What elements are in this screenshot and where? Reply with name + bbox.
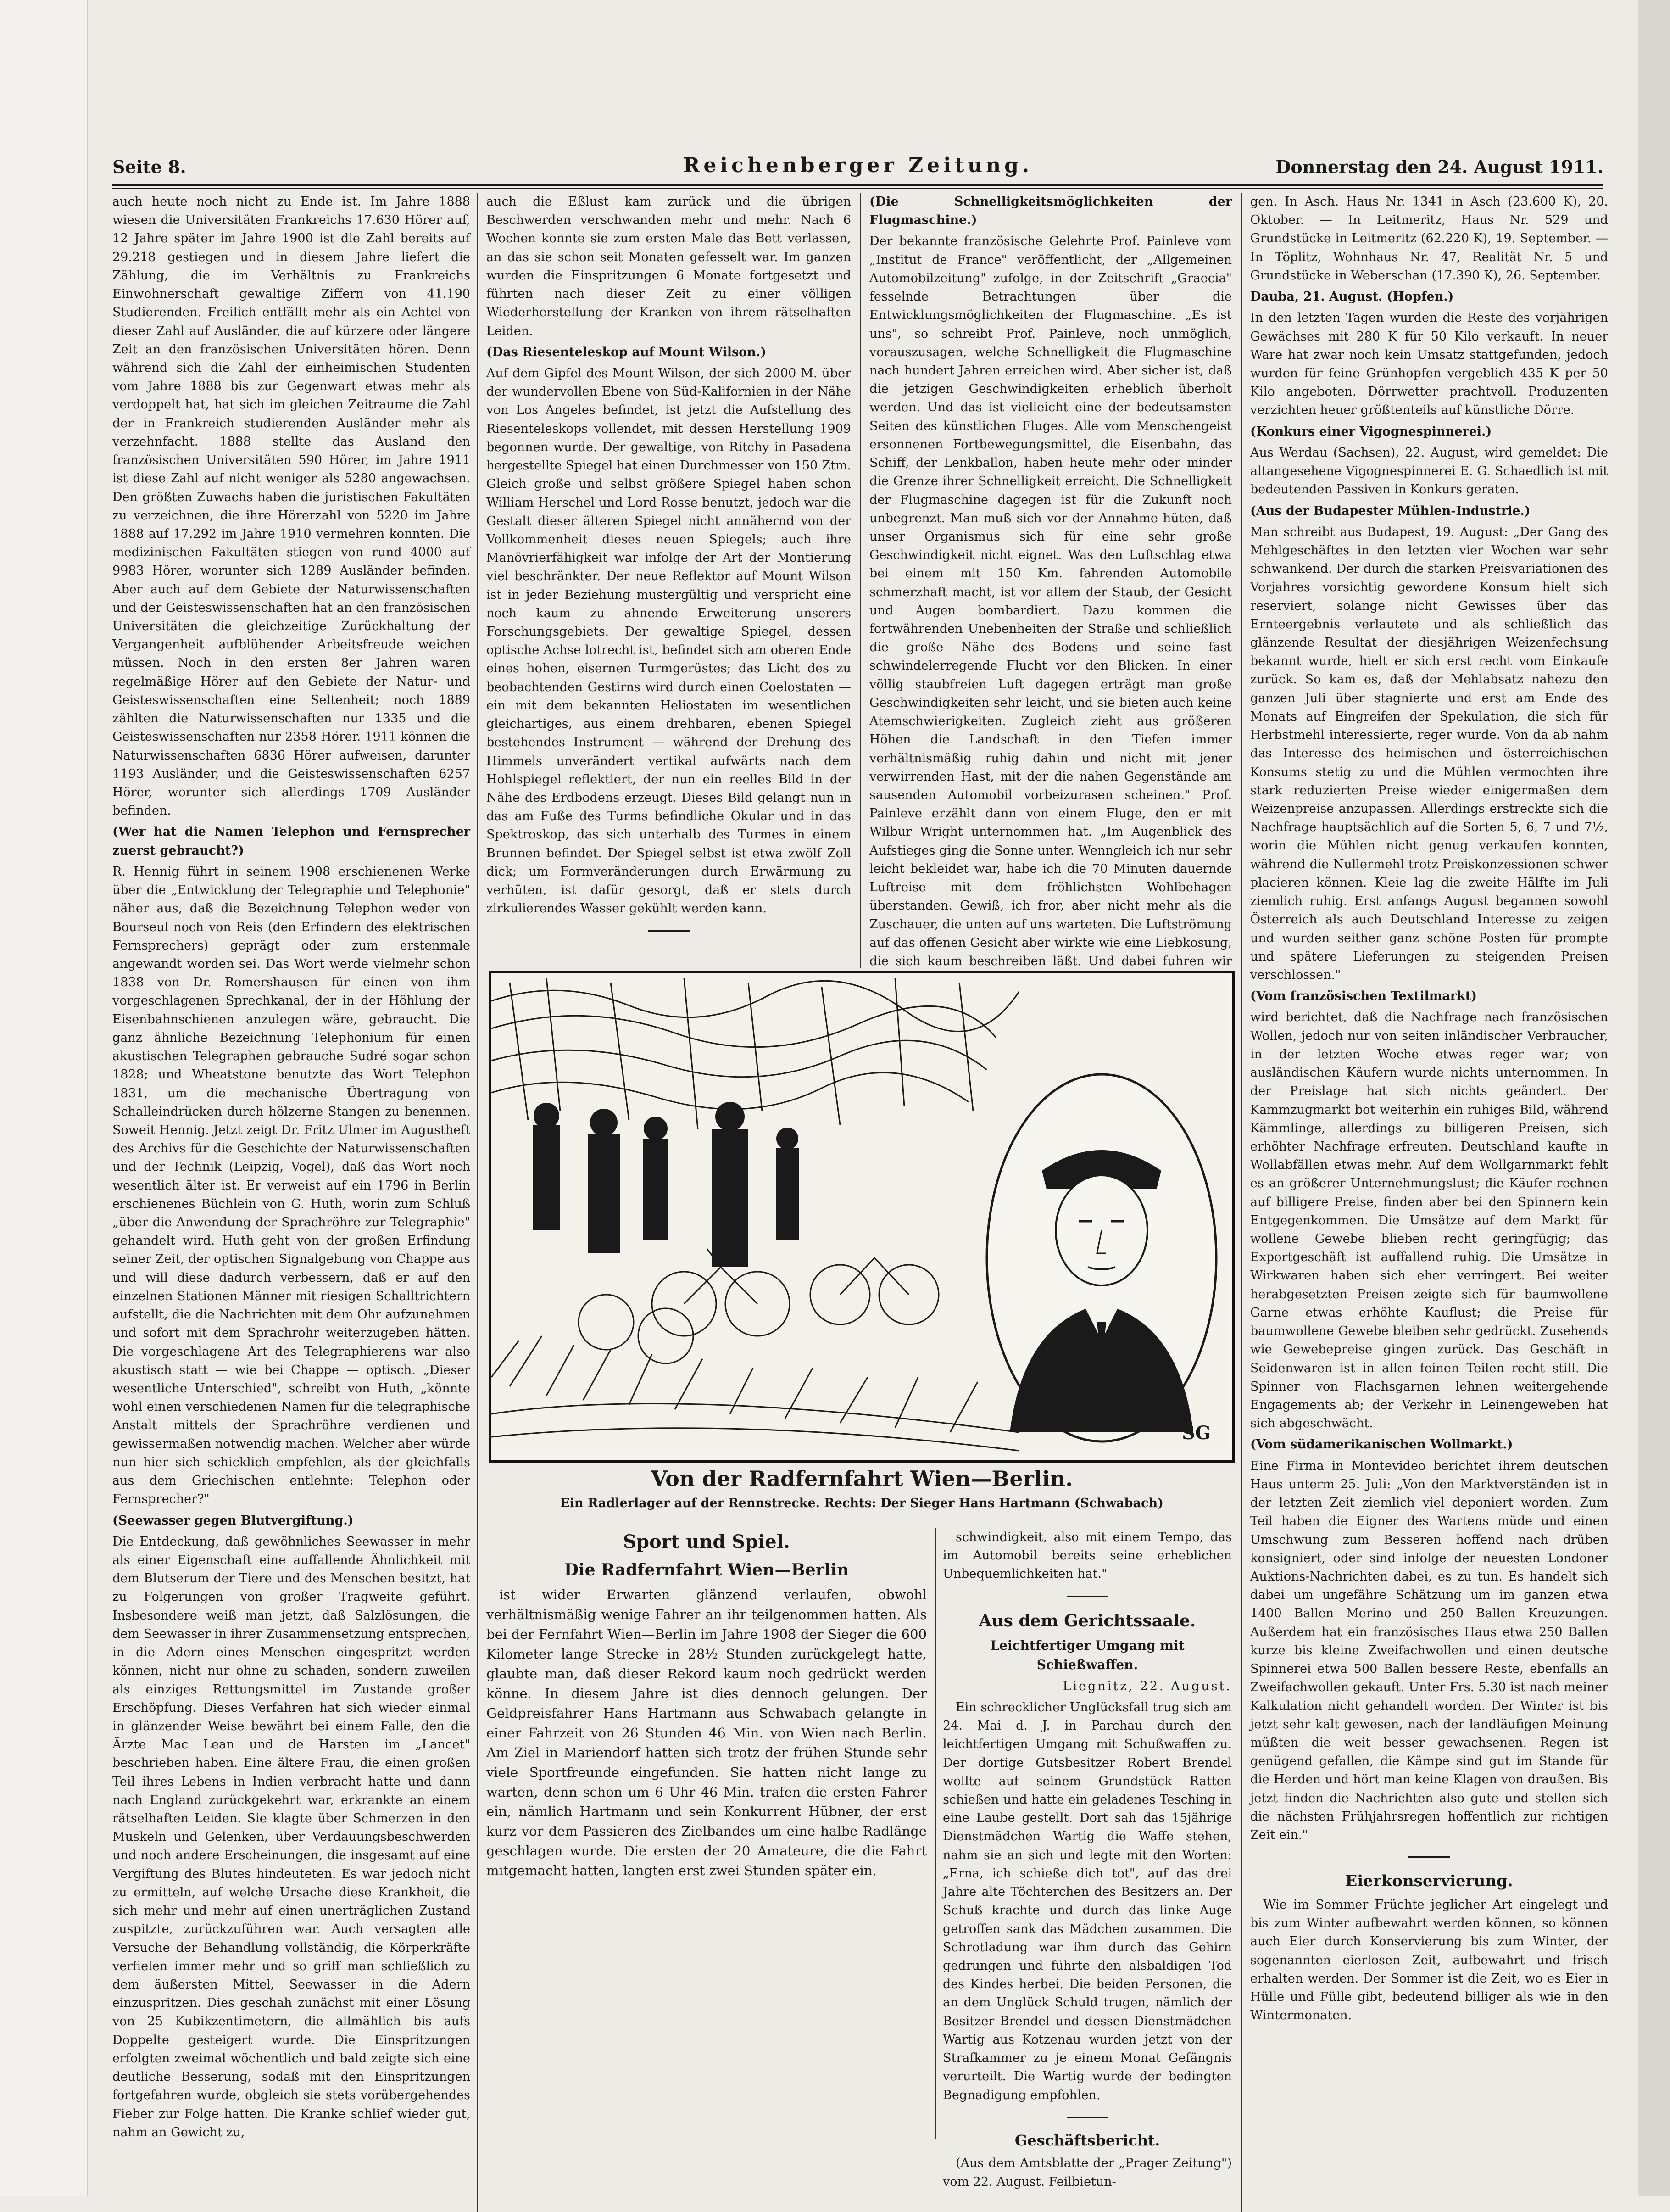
column-1 (112, 193, 470, 2212)
article-continuation: schwindigkeit, also mit einem Tempo, das im Automobil bereits seine erheblichen Unbequemlichkeiten hat." (943, 1530, 1232, 1581)
page-number: Seite 8. (112, 156, 186, 177)
article-paragraph: Auf dem Gipfel des Mount Wilson, der sich 2000 M. über der wundervollen Ebene von Süd-Kalifornien in der Nähe von Los Angeles befindet, ist jetzt die Aufstellung des Riesenteleskops vollendet, mit dessen Herstellung 1909 begonnen wurde. Der gewaltige, von Ritchy in Pasadena hergestellte Spiegel hat einen Durchmesser von 150 Ztm. Gleich große und selbst größere Spiegel haben schon William Herschel und Lord Rosse benutzt, jedoch war die Gestalt dieser älteren Spiegel nicht annähernd von der Vollkommenheit dieses neuen Spiegels; auch ihre Manövrierfähigkeit war infolge der Art der Montierung viel beschränkter. Der neue Reflektor auf Mount Wilson ist in jeder Beziehung mustergültig und verspricht eine noch kaum zu ahnende Erweiterung unserers Forschungsgebiets. Der gewaltige Spiegel, dessen optische Achse lotrecht ist, befindet sich am oberen Ende eines hohen, eisernen Turmgerüstes; das Licht des zu beobachtenden Gestirns wird durch einen Coelostaten — ein mit dem bekannten Heliostaten im wesentlichen gleichartiges, aus einem drehbaren, ebenen Spiegel bestehendes Instrument — während der Drehung des Himmels unverändert vertikal aufwärts nach dem Hohlspiegel reflektiert, der nun ein reelles Bild in der Nähe des Erdbodens erzeugt. Dieses Bild gelangt nun in das am Fuße des Turms befindliche Okular und in das Spektroskop, das sich unterhalb des Turmes in einem Brunnen befindet. Der Spiegel selbst ist etwa zwölf Zoll dick; um Formveränderungen durch Erwärmung zu verhüten, ist dafür gesorgt, daß er stets durch zirkulierendes Wasser gekühlt werden kann. (486, 366, 851, 916)
article-paragraph: Eine Firma in Montevideo berichtet ihrem deutschen Haus unterm 25. Juli: „Von den Marktverständen ist in der letzten Zeit ziemlich viel deponiert worden. Zum Teil haben die Eigner des Wartens müde und einen Umschwung zum Besseren hoffend nach drüben konsigniert, oder sind infolge der neuesten Londoner Auktions-Nachrichten dabei, es zu tun. Es handelt sich dabei um ungefähre Schätzung um im ganzen etwa 1400 Ballen Merino und 250 Ballen Kreuzungen. Außerdem hat ein französisches Haus etwa 250 Ballen kurze bis kleine Zweifachwollen und einen deutsche Spinnerei etwa 500 Ballen bessere Reste, ebenfalls an Zweifachwollen gekauft. Unter Frs. 5.30 ist nach meiner Kalkulation nicht gehandelt worden. Der Winter ist bis jetzt sehr kalt gewesen, nach der landläufigen Meinung müßten die weit besser gewachsenen. Regen ist genügend gefallen, die Kämpe sind gut im Stande für die Herden und hört man keine Klagen von draußen. Bis jetzt finden die Nachrichten also gute und stellen sich die nächsten Frühjahrsregen hoffentlich zur richtigen Zeit ein." (1250, 1458, 1608, 1843)
section-heading: Geschäftsbericht. (1014, 2131, 1160, 2149)
article-paragraph: gen. In Asch. Haus Nr. 1341 in Asch (23.600 K), 20. Oktober. — In Leitmeritz, Haus Nr. 529 und Grundstücke in Leitmeritz (62.220 K), 19. September. — In Töplitz, Wohnhaus Nr. 47, Realität Nr. 5 und Grundstücke in Weberschan (17.390 K), 26. September. (1250, 195, 1608, 283)
section-divider (1067, 2117, 1108, 2118)
masthead (112, 138, 1603, 186)
column-rule (935, 1528, 936, 2139)
section-heading: Sport und Spiel. (623, 1531, 790, 1553)
article-paragraph: Wie im Sommer Früchte jeglicher Art eingelegt und bis zum Winter aufbewahrt werden können, so können auch Eier durch Konservierung bis zum Winter, der sogenannten eierlosen Zeit, aufbewahrt und frisch erhalten werden. Der Sommer ist die Zeit, wo es Eier in Hülle und Fülle gibt, bedeutend billiger als wie in den Wintermonaten. (1250, 1897, 1608, 2023)
column-rule (1241, 193, 1242, 2212)
section-divider (648, 930, 690, 932)
article-headline: Dauba, 21. August. (Hopfen.) (1250, 290, 1454, 304)
article-paragraph: In den letzten Tagen wurden die Reste des vorjährigen Gewächses mit 280 K für 50 Kilo verkauft. In neuer Ware hat zwar noch kein Umsatz stattgefunden, jedoch wurden für feine Grünhopfen vergeblich 435 K per 50 Kilo angeboten. Dörrwetter prachtvoll. Produzenten verzichten heuer größtenteils auf künstliche Dörre. (1250, 311, 1608, 418)
article-paragraph: (Aus dem Amtsblatte der „Prager Zeitung") vom 22. August. Feilbietun- (943, 2156, 1232, 2189)
newspaper-title: Reichenberger Zeitung. (683, 154, 1033, 177)
article-paragraph: auch die Eßlust kam zurück und die übrigen Beschwerden verschwanden mehr und mehr. Nach 6 Wochen konnte sie zum ersten Male das Bett verlassen, an das sie schon seit Monaten gefesselt war. Im ganzen wurden die Einspritzungen 6 Monate fortgesetzt und führten nach dieser Zeit zu einer völligen Wiederherstellung der Kranken von ihrem rätselhaften Leiden. (486, 195, 851, 338)
column-4 (1250, 193, 1608, 2212)
scan-right-margin (1638, 0, 1670, 2196)
article-paragraph: wird berichtet, daß die Nachfrage nach französischen Wollen, jedoch nur von seiten inländischer Verbraucher, in der letzten Woche etwas reger war; von ausländischen Käufern wurde nichts unternommen. In der Preislage hat sich nichts geändert. Der Kammzugmarkt bot weiterhin ein ruhiges Bild, während Kämmlinge, allerdings zu billigeren Preisen, sich erhöhter Nachfrage erfreuten. Deutschland kaufte in Wollabfällen etwas mehr. Auf dem Wollgarnmarkt fehlt es an größerer Unternehmungslust; die Käufer rechnen auf billigere Preise, finden aber bei den Spinnern kein Entgegenkommen. Die Umsätze auf dem Markt für wollene Gewebe blieben recht geringfügig; das Exportgeschäft ist auffallend ruhig. Die Umsätze in Wirkwaren haben sich eher verringert. Bei weiter herabgesetzten Preisen zeigte sich für baumwollene Garne etwas erhöhte Kauflust; die Preise für baumwollene Gewebe bleiben sehr gedrückt. Zusehends wie Gewebepreise gingen zurück. Das Geschäft in Seidenwaren ist in allen feinen Teilen recht still. Die Spinner von Flachsgarnen lehnen weitergehende Engagements ab; der Verkehr in Leinengeweben hat sich abgeschwächt. (1250, 1010, 1608, 1431)
article-paragraph: auch heute noch nicht zu Ende ist. Im Jahre 1888 wiesen die Universitäten Frankreichs 17.630 Hörer auf, 12 Jahre später im Jahre 1900 ist die Zahl bereits auf 29.218 gestiegen und in diesem Jahre liefert die Zählung, die im Verhältnis zu Frankreichs Einwohnerschaft gewaltige Ziffern von 41.190 Studierenden. Freilich entfällt mehr als ein Achtel von dieser Zahl auf Ausländer, die auf kürzere oder längere Zeit an den französischen Universitäten hören. Denn während sich die Zahl der einheimischen Studenten vom Jahre 1888 bis zur Gegenwart etwas mehr als verdoppelt hat, hat sich im gleichen Zeitraume die Zahl der in Frankreich studierenden Ausländer mehr als verzehnfacht. 1888 stellte das Ausland den französischen Universitäten 590 Hörer, im Jahre 1911 ist diese Zahl auf nicht weniger als 5280 angewachsen. Den größten Zuwachs haben die juristischen Fakultäten zu verzeichnen, die ihre Hörerzahl von 5220 im Jahre 1888 auf 17.292 im Jahre 1910 vermehren konnten. Die medizinischen Fakultäten stiegen von rund 4000 auf 9983 Hörer, worunter sich 1289 Ausländer befinden. Aber auch auf dem Gebiete der Naturwissenschaften und der Geisteswissenschaften hat an den französischen Universitäten die gleichzeitige Zurückhaltung der Vergangenheit aufblühender Arbeitsfreude weichen müssen. Noch in den ersten 8er Jahren waren regelmäßige Hörer auf den Gebiete der Natur- und Geisteswissenschaften eine Seltenheit; noch 1889 zählten die Naturwissenschaften nur 1335 und die Geisteswissenschaften nur 2358 Hörer. 1911 können die Naturwissenschaften 6836 Hörer aufweisen, darunter 1193 Ausländer, und die Geisteswissenschaften 6257 Hörer, worunter sich allerdings 1709 Ausländer befinden. (112, 195, 470, 818)
column-rule (477, 193, 478, 2212)
scan-left-margin (0, 0, 88, 2196)
illustration-title: Von der Radfernfahrt Wien—Berlin. (651, 1466, 1073, 1491)
article-paragraph: Ein schrecklicher Unglücksfall trug sich am 24. Mai d. J. in Parchau durch den leichtfertigen Umgang mit Schußwaffen zu. Der dortige Gutsbesitzer Robert Brendel wollte auf seinem Grundstück Ratten schießen und hatte ein geladenes Tesching in eine Laube gestellt. Dort sah das 15jährige Dienstmädchen Wartig die Waffe stehen, nahm sie an sich und legte mit den Worten: „Erna, ich schieße dich tot", auf das drei Jahre alte Töchterchen des Besitzers an. Der Schuß krachte und durch das linke Auge getroffen sank das Mädchen zusammen. Die Schrotladung war ihm durch das Gehirn gedrungen und führte den alsbaldigen Tod des Kindes herbei. Die beiden Personen, die an dem Unglück Schuld trugen, nämlich der Besitzer Brendel und dessen Dienstmädchen Wartig aus Kotzenau wurden jetzt von der Strafkammer zu je einem Monat Gefängnis verurteilt. Die Wartig wurde der bedingten Begnadigung empfohlen. (943, 1700, 1232, 2102)
engraver-monogram: SG (1182, 1422, 1211, 1444)
article-paragraph: R. Hennig führt in seinem 1908 erschienenen Werke über die „Entwicklung der Telegraphie und Telephonie" näher aus, daß die Bezeichnung Telephon weder von Bourseul noch von Reis (den Erfindern des elektrischen Fernsprechers) geprägt oder zum erstenmale angewandt worden sei. Das Wort werde vielmehr schon 1838 von Dr. Romershausen für einen von ihm vorgeschlagenen Sprechkanal, der in der Höhlung der Eisenbahnschienen anzulegen wäre, gebraucht. Die ganz ähnliche Bezeichnung Telephonium für einen akustischen Telegraphen gebrauche Sudré sogar schon 1828; und Wheatstone benutzte das Wort Telephon 1831, um die mechanische Übertragung von Schalleindrücken durch hölzerne Stangen zu benennen. Soweit Hennig. Jetzt zeigt Dr. Fritz Ulmer im Augustheft des Archivs für die Geschichte der Naturwissenschaften und der Technik (Leipzig, Vogel), daß das Wort noch wesentlich älter ist. Er verweist auf ein 1796 in Berlin erschienenes Büchlein von G. Huth, worin zum Schluß „über die Anwendung der Sprachröhre zur Telegraphie" gehandelt wird. Huth geht von der großen Erfindung seiner Zeit, der optischen Signalgebung von Chappe aus und will diese dadurch verbessern, daß er auf den einzelnen Stationen Männer mit riesigen Schalltrichtern aufstellt, die die Nachrichten mit dem Ohr aufzunehmen und sofort mit dem Sprachrohr weiterzugeben hätten. Die vorgeschlagene Art des Telegraphierens war also akustisch statt — wie bei Chappe — optisch. „Dieser wesentliche Unterschied", schreibt von Huth, „könnte wohl einen verschiedenen Namen für die telegraphische Anstalt mittels der Sprachröhre verdienen und gewissermaßen notwendig machen. Welcher aber würde nun hier sich schicklich empfehlen, als der gleichfalls aus dem Griechischen entlehnte: Telephon oder Fernsprecher?" (112, 864, 470, 1507)
article-headline: (Wer hat die Namen Telephon und Fernsprecher zuerst gebraucht?) (112, 825, 470, 858)
article-headline: (Das Riesenteleskop auf Mount Wilson.) (486, 345, 766, 359)
article-paragraph: Die Entdeckung, daß gewöhnliches Seewasser in mehr als einer Eigenschaft eine auffallende Ähnlichkeit mit dem Blutserum der Tiere und des Menschen besitzt, hat zu Folgerungen von großer Tragweite geführt. Insbesondere weiß man jetzt, daß Salzlösungen, die dem Seewasser in ihrer Zusammensetzung entsprechen, in die Adern eines Menschen eingespritzt werden können, nicht nur ohne zu schaden, sondern zuweilen als einziges Rettungsmittel im Zustande großer Erschöpfung. Dieses Verfahren hat sich wieder einmal in glänzender Weise bewährt bei einem Falle, den die Ärzte Mac Lean und de Harsten im „Lancet" beschrieben haben. Eine ältere Frau, die einen großen Teil ihres Lebens in Indien verbracht hatte und dann nach England zurückgekehrt war, erkrankte an einem rätselhaften Leiden. Sie klagte über Schmerzen in den Muskeln und Gelenken, über Verdauungsbeschwerden und noch andere Erscheinungen, die insgesamt auf eine Vergiftung des Blutes hindeuteten. Es war jedoch nicht zu ermitteln, auf welche Ursache diese Krankheit, die sich mehr und mehr auf einen unerträglichen Zustand zuspitzte, zurückzuführen war. Auch versagten alle Versuche der Behandlung vollständig, die Körperkräfte verfielen immer mehr und so griff man schließlich zu dem äußersten Mittel, Seewasser in die Adern einzuspritzen. Dies geschah zunächst mit einer Lösung von 25 Kubikzentimetern, die allmählich bis aufs Doppelte gesteigert wurde. Die Einspritzungen erfolgten zweimal wöchentlich und bald zeigte sich eine deutliche Besserung, sodaß mit den Einspritzungen fortgefahren wurde, obgleich sie stets vorübergehendes Fieber zur Folge hatten. Die Kranke schlief wieder gut, nahm an Gewicht zu, (112, 1534, 470, 2139)
column-3 (869, 193, 1232, 1065)
issue-date: Donnerstag den 24. August 1911. (1275, 156, 1603, 177)
article-paragraph: Aus Werdau (Sachsen), 22. August, wird gemeldet: Die altangesehene Vigognespinnerei E. G. Schaedlich ist mit bedeutenden Passiven in Konkurs geraten. (1250, 445, 1608, 497)
court-section (943, 1528, 1232, 2189)
article-paragraph: Man schreibt aus Budapest, 19. August: „Der Gang des Mehlgeschäftes in den letzten vier Wochen war sehr schwankend. Der durch die starken Preisvariationen des Vorjahres vorsichtig gewordene Konsum hielt sich reserviert, solange nicht Gewisses über das Ernteergebnis verlautete und als schließlich das glänzende Resultat der diesjährigen Weizenfechsung bekannt wurde, hielt er sich erst recht vom Einkaufe zurück. So kam es, daß der Mehlabsatz nahezu den ganzen Juli über stagnierte und erst am Ende des Monats auf Eingreifen der Spekulation, die sich für Herbstmehl interessierte, reger wurde. Von da ab nahm das Interesse des heimischen und österreichischen Konsums stetig zu und die Mühlen vermochten ihre stark reduzierten Preise wieder einigermaßen dem Weizenpreise anzupassen. Allerdings erstreckte sich die Nachfrage hauptsächlich auf die Sorten 5, 6, 7 und 7½, worin die Mühlen nicht genug verkaufen konnten, während die Nullermehl trotz Preiskonzessionen schwer placieren können. Kleie lag die zweite Hälfte im Juli ziemlich ruhig. Erst anfangs August begannen sowohl Österreich als auch Deutschland Interesse zu zeigen und wurden seither ganz schöne Posten für prompte und spätere Lieferungen zu steigenden Preisen verschlossen." (1250, 525, 1608, 982)
masthead-rule (112, 188, 1603, 189)
section-heading: Aus dem Gerichtssaale. (979, 1611, 1196, 1631)
illustration-caption: Ein Radlerlager auf der Rennstrecke. Rechts: Der Sieger Hans Hartmann (Schwabach) (560, 1496, 1163, 1510)
column-rule (860, 193, 861, 968)
article-paragraph: ist wider Erwarten glänzend verlaufen, obwohl verhältnismäßig wenige Fahrer an ihr teilgenommen hatten. Als bei der Fernfahrt Wien—Berlin im Jahre 1908 der Sieger die 600 Kilometer lange Strecke in 28½ Stunden zurückgelegt hatte, glaubte man, daß dieser Rekord kaum noch gedrückt werden könne. In diesem Jahre ist dies dennoch gelungen. Der Geldpreisfahrer Hans Hartmann aus Schwabach gelangte in einer Fahrzeit von 26 Stunden 46 Min. von Wien nach Berlin. Am Ziel in Mariendorf hatten sich trotz der frühen Stunde sehr viele Sportfreunde eingefunden. Sie hatten nicht lange zu warten, denn schon um 6 Uhr 46 Min. trafen die ersten Fahrer ein, nämlich Hartmann und sein Konkurrent Hübner, der erst kurz vor dem Passieren des Zielbandes um eine halbe Radlänge geschlagen wurde. Die ersten der 20 Amateure, die die Fahrt mitgemacht hatten, langten erst zwei Stunden später ein. (486, 1587, 927, 1879)
newspaper-page (87, 119, 1638, 2196)
sport-section (486, 1528, 927, 2139)
article-paragraph: Der bekannte französische Gelehrte Prof. Painleve vom „Institut de France" veröffentlicht, der „Allgemeinen Automobilzeitung" zufolge, in der Zeitschrift „Graecia" fesselnde Betrachtungen über die Entwicklungsmöglichkeiten der Flugmaschine. „Es ist uns", so schreibt Prof. Painleve, noch unmöglich, vorauszusagen, welche Schnelligkeit die Flugmaschine nach hundert Jahren erreichen wird. Aber sicher ist, daß die jetzigen Geschwindigkeiten erheblich überholt werden. Und das ist vielleicht eine der bedeutsamsten Seiten des künstlichen Fluges. Alle vom Menschengeist ersonnenen Fortbewegungsmittel, die Eisenbahn, das Schiff, der Lenkballon, haben heute mehr oder minder die Grenze ihrer Schnelligkeit erreicht. Die Schnelligkeit der Flugmaschine dagegen ist für die Zukunft noch unbegrenzt. Man muß sich vor der Annahme hüten, daß unser Organismus sich für eine sehr große Geschwindigkeit nicht eignet. Was den Luftschlag etwa bei einem mit 150 Km. fahrenden Automobile schmerzhaft macht, ist vor allem der Staub, der Gesicht und Augen bombardiert. Dazu kommen die fortwährenden Unebenheiten der Straße und schließlich die große Nähe des Bodens und seine fast schwindelerregende Flucht vor den Blicken. In einer völlig staubfreien Luft dagegen erträgt man große Geschwindigkeiten sehr leicht, und sie bieten auch keine Atemschwierigkeiten. Zugleich zieht aus größeren Höhen die Landschaft in den Tiefen immer verhältnismäßig ruhig dahin und nicht mit jener verwirrenden Hast, mit der die nahen Gegenstände am sausenden Automobil vorbeizurasen scheinen." Prof. Painleve erzählt dann von einem Fluge, den er mit Wilbur Wright unternommen hat. „Im Augenblick des Aufstieges ging die Sonne unter. Wenngleich ich nur sehr leicht bekleidet war, habe ich die 70 Minuten dauernde Luftreise mit dem fröhlichsten Wohlbehagen überstanden. Gewiß, ich fror, aber nicht mehr als die Zuschauer, die unten auf uns warteten. Die Luftströmung auf das offenen Gesicht aber wirkte wie eine Liebkosung, die sich kaum beschreiben läßt. Und dabei fuhren wir (869, 234, 1232, 968)
section-divider (1408, 1856, 1450, 1858)
dateline: Liegnitz, 22. August. (1063, 1679, 1232, 1693)
article-headline: (Konkurs einer Vigognespinnerei.) (1250, 424, 1492, 439)
illustration-cycling-race (489, 971, 1235, 1463)
section-heading: Eierkonservierung. (1345, 1872, 1513, 1891)
column-2 (486, 193, 851, 1065)
article-headline: (Aus der Budapester Mühlen-Industrie.) (1250, 503, 1531, 518)
article-headline: Leichtfertiger Umgang mit Schießwaffen. (990, 1638, 1185, 1672)
article-headline: (Seewasser gegen Blutvergiftung.) (112, 1513, 354, 1528)
article-headline: (Vom südamerikanischen Wollmarkt.) (1250, 1437, 1513, 1452)
article-headline: Die Radfernfahrt Wien—Berlin (564, 1560, 849, 1580)
article-headline: (Die Schnelligkeitsmöglichkeiten der Flugmaschine.) (869, 195, 1232, 228)
section-divider (1067, 1596, 1108, 1597)
article-headline: (Vom französischen Textilmarkt) (1250, 989, 1477, 1004)
engraving-image (491, 973, 1227, 1454)
